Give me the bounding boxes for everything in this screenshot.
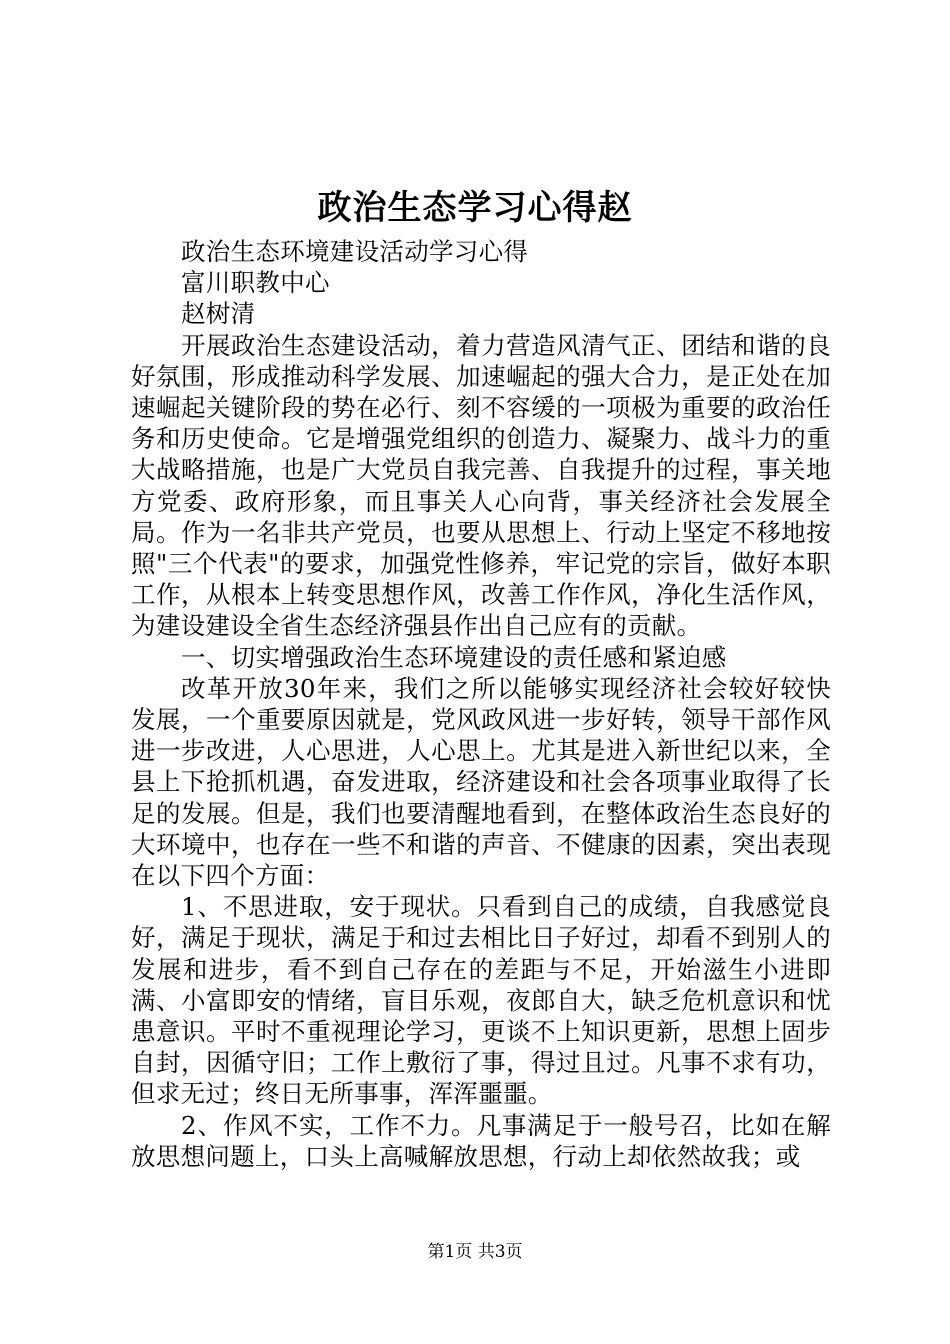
body-paragraph: 改革开放30年来，我们之所以能够实现经济社会较好较快发展，一个重要原因就是，党风政风进一步好转，领导干部作风进一步改进，人心思进，人心思上。尤其是进入新世纪以来，全县上下抢抓机遇，奋发进取，经济建设和社会各项事业取得了长足的发展。但是，我们也要清醒地看到，在整体政治生态良好的大环境中，也存在一些不和谐的声音、不健康的因素，突出表现在以下四个方面： [131, 673, 831, 891]
body-paragraph: 开展政治生态建设活动，着力营造风清气正、团结和谐的良好氛围，形成推动科学发展、加速崛起的强大合力，是正处在加速崛起关键阶段的势在必行、刻不容缓的一项极为重要的政治任务和历史使命。它是增强党组织的创造力、凝聚力、战斗力的重大战略措施，也是广大党员自我完善、自我提升的过程，事关地方党委、政府形象，而且事关人心向背，事关经济社会发展全局。作为一名非共产党员，也要从思想上、行动上坚定不移地按照"三个代表"的要求，加强党性修养，牢记党的宗旨，做好本职工作，从根本上转变思想作风，改善工作作风，净化生活作风，为建设建设全省生态经济强县作出自己应有的贡献。 [131, 330, 831, 641]
page-footer: 第1页 共3页 [427, 1242, 523, 1262]
subtitle-line: 政治生态环境建设活动学习心得 [181, 237, 529, 266]
document-title: 政治生态学习心得赵 [317, 188, 633, 228]
section-heading: 一、切实增强政治生态环境建设的责任感和紧迫感 [181, 642, 727, 672]
document-body [131, 236, 831, 1172]
body-paragraph: 1、不思进取，安于现状。只看到自己的成绩，自我感觉良好，满足于现状，满足于和过去相比日子好过，却看不到别人的发展和进步，看不到自己存在的差距与不足，开始滋生小进即满、小富即安的情绪，盲目乐观，夜郎自大，缺乏危机意识和忧患意识。平时不重视理论学习，更谈不上知识更新，思想上固步自封，因循守旧；工作上敷衍了事，得过且过。凡事不求有功，但求无过；终日无所事事，浑浑噩噩。 [131, 892, 831, 1109]
body-paragraph: 2、作风不实，工作不力。凡事满足于一般号召，比如在解放思想问题上，口头上高喊解放思想，行动上却依然故我；或 [131, 1110, 831, 1171]
author-line: 赵树清 [181, 299, 256, 329]
organization-line: 富川职教中心 [181, 268, 330, 298]
